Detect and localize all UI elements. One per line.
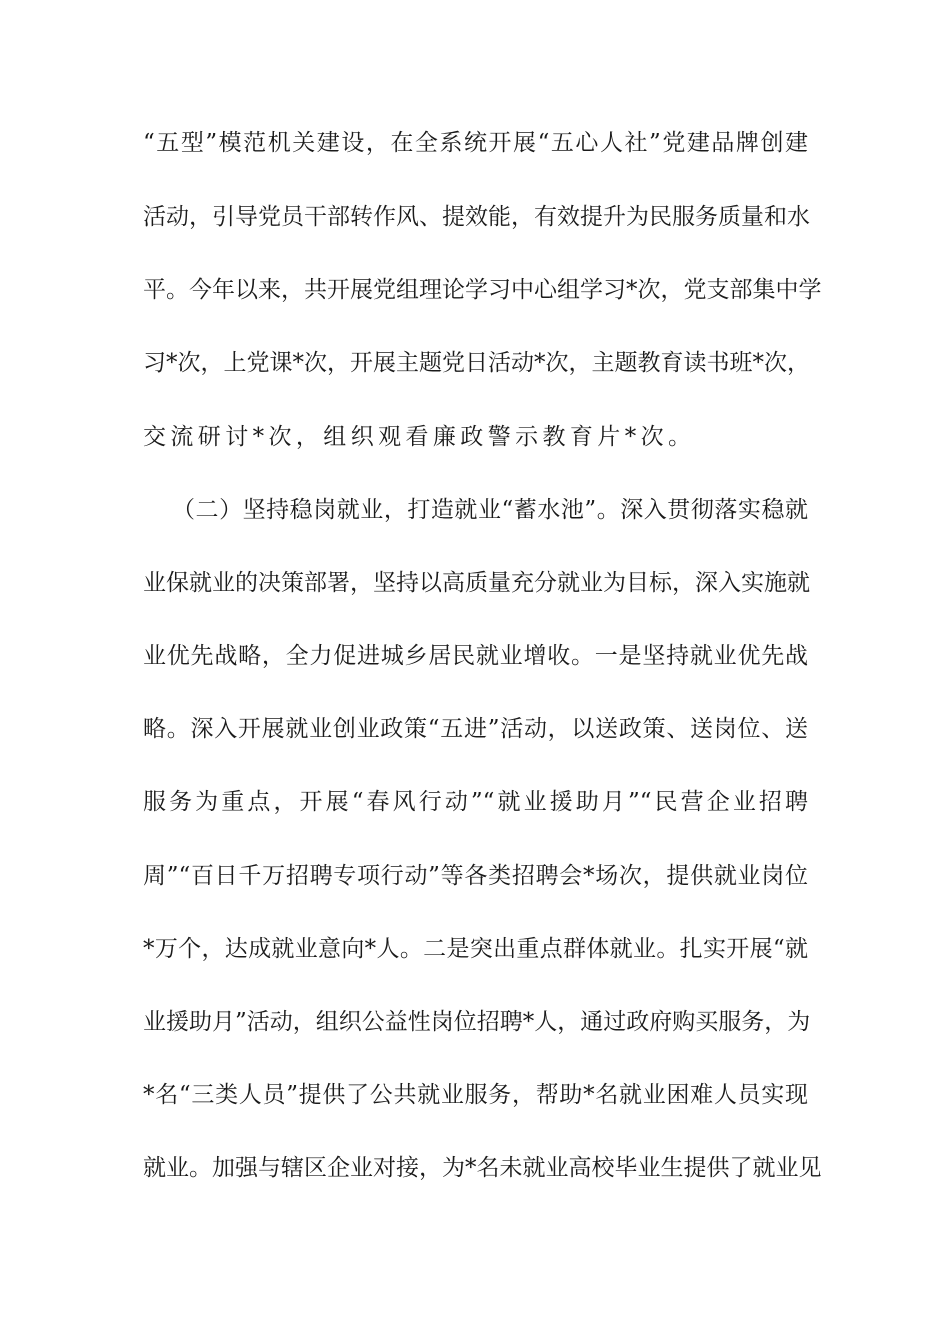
body-text-line: *名“三类人员”提供了公共就业服务，帮助*名就业困难人员实现 [143,1082,808,1108]
body-text-line: 周”“百日千万招聘专项行动”等各类招聘会*场次，提供就业岗位 [143,863,808,889]
body-text-line: 业援助月”活动，组织公益性岗位招聘*人，通过政府购买服务，为 [143,1009,811,1035]
body-text-line: 习*次，上党课*次，开展主题党日活动*次，主题教育读书班*次， [143,350,810,376]
body-text-line: 略。深入开展就业创业政策“五进”活动，以送政策、送岗位、送 [143,716,808,742]
body-text-line: “五型”模范机关建设，在全系统开展“五心人社”党建品牌创建 [143,130,808,156]
body-text-line: 业优先战略，全力促进城乡居民就业增收。一是坚持就业优先战 [143,643,808,669]
body-text-line: *万个，达成就业意向*人。二是突出重点群体就业。扎实开展“就 [143,936,808,962]
body-text-line: 平。今年以来，共开展党组理论学习中心组学习*次，党支部集中学 [143,277,822,303]
body-text-line: 服务为重点，开展“春风行动”“就业援助月”“民营企业招聘 [143,789,808,815]
body-text-line: 就业。加强与辖区企业对接，为*名未就业高校毕业生提供了就业见 [143,1155,822,1181]
body-text-line: 业保就业的决策部署，坚持以高质量充分就业为目标，深入实施就 [143,570,810,596]
section-heading-line: （二）坚持稳岗就业，打造就业“蓄水池”。深入贯彻落实稳就 [172,497,808,523]
body-text-line: 交流研讨*次，组织观看廉政警示教育片*次。 [143,424,696,450]
body-text-line: 活动，引导党员干部转作风、提效能，有效提升为民服务质量和水 [143,204,810,230]
